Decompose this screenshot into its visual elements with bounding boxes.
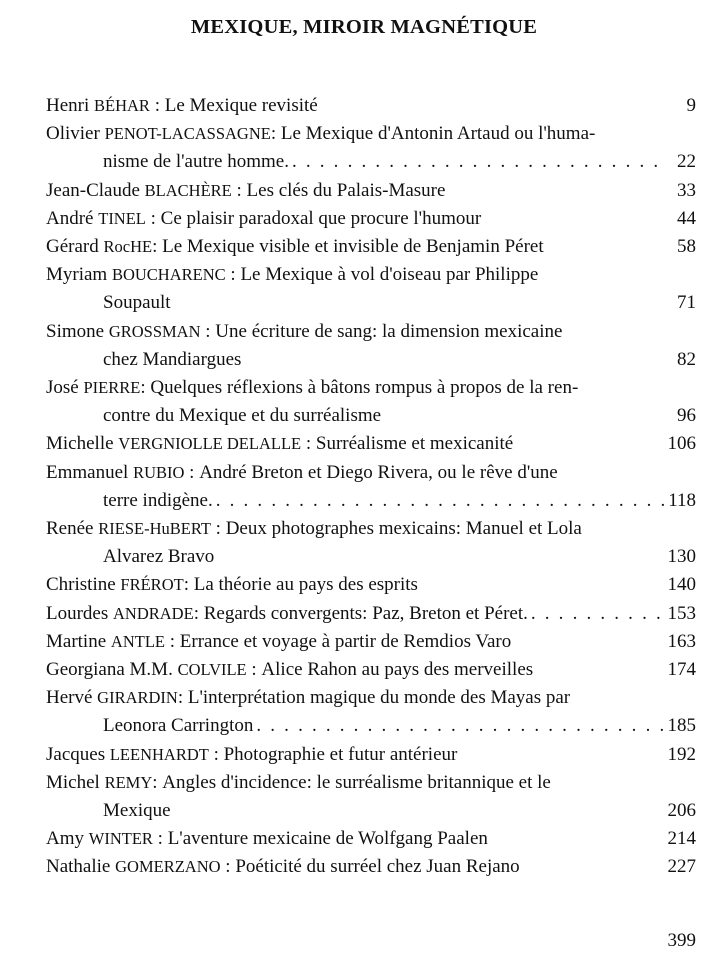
author-first-name: André bbox=[46, 207, 94, 229]
author-separator: : bbox=[140, 377, 151, 399]
toc-entry-title: L'interprétation magique du monde des Mayas par bbox=[187, 687, 571, 709]
toc-entry-continuation bbox=[46, 543, 696, 571]
toc-entry-line bbox=[46, 656, 696, 684]
toc-entry-line bbox=[46, 684, 696, 712]
toc-entry-line bbox=[46, 825, 696, 853]
toc-entry-line bbox=[46, 233, 696, 261]
toc-page-number: 58 bbox=[677, 236, 696, 258]
author-first-name: Lourdes bbox=[46, 602, 109, 624]
author-last-name: ANDRADE bbox=[113, 603, 194, 623]
toc-entry-line bbox=[46, 430, 696, 458]
toc-entry bbox=[46, 120, 696, 176]
toc-entry bbox=[46, 92, 696, 120]
toc-page-number: 163 bbox=[667, 630, 696, 652]
toc-entry-title: Alvarez Bravo bbox=[103, 546, 215, 568]
author-separator: : bbox=[210, 518, 226, 540]
author-separator: : bbox=[145, 207, 161, 229]
author-last-name: ANTLE bbox=[110, 631, 165, 651]
toc-entry bbox=[46, 233, 696, 261]
toc-page-number: 22 bbox=[677, 151, 696, 173]
toc-entry-title: terre indigène. bbox=[103, 489, 213, 511]
toc-entry-line bbox=[46, 261, 696, 289]
toc-entry-line bbox=[46, 600, 696, 628]
author-separator: : bbox=[149, 95, 165, 116]
toc-entry-line bbox=[46, 374, 696, 402]
toc-entry-continuation bbox=[46, 346, 696, 374]
toc-entry bbox=[46, 825, 696, 853]
toc-entry-title: Alice Rahon au pays des merveilles bbox=[261, 659, 534, 681]
author-last-name: WINTER bbox=[88, 829, 153, 849]
toc-entry-title: Une écriture de sang: la dimension mexicaine bbox=[215, 320, 563, 342]
toc-entry-title: Mexique bbox=[103, 800, 171, 822]
author-first-name: Olivier bbox=[46, 123, 100, 145]
toc-entry-title: Le Mexique visible et invisible de Benjamin Péret bbox=[162, 236, 544, 258]
author-last-name: GOMERZANO bbox=[115, 857, 221, 877]
author-last-name: BÉHAR bbox=[94, 96, 150, 115]
toc-entry-title: Angles d'incidence: le surréalisme britannique et le bbox=[162, 771, 551, 793]
toc-entry-title: Photographie et futur antérieur bbox=[223, 743, 458, 765]
page-title: MEXIQUE, MIROIR MAGNÉTIQUE bbox=[190, 16, 538, 38]
author-separator: : bbox=[270, 123, 281, 145]
author-first-name: Simone bbox=[46, 320, 105, 342]
toc-entry-title: Quelques réflexions à bâtons rompus à propos de la ren- bbox=[150, 377, 579, 399]
toc-entry-title: Le Mexique revisité bbox=[164, 95, 318, 116]
toc-entry-title: L'aventure mexicaine de Wolfgang Paalen bbox=[167, 828, 488, 850]
author-first-name: Christine bbox=[46, 574, 116, 596]
toc-author bbox=[46, 656, 261, 684]
author-separator: : bbox=[183, 574, 194, 596]
author-separator: : bbox=[220, 856, 236, 878]
author-separator: : bbox=[193, 602, 204, 624]
author-separator: : bbox=[184, 461, 200, 483]
toc-entry-title: Le Mexique d'Antonin Artaud ou l'huma- bbox=[280, 123, 596, 145]
toc-author bbox=[46, 92, 165, 120]
toc-page-number: 33 bbox=[677, 179, 696, 201]
toc-entry-title: La théorie au pays des esprits bbox=[193, 574, 418, 596]
page-number: 399 bbox=[667, 930, 696, 951]
toc-entry-line bbox=[46, 741, 696, 769]
author-separator: : bbox=[200, 320, 216, 342]
toc-entry bbox=[46, 600, 696, 628]
author-last-name: RocHE bbox=[103, 237, 153, 257]
toc-entry-line bbox=[46, 628, 696, 656]
author-first-name: Emmanuel bbox=[46, 461, 129, 483]
toc-entry-title: Ce plaisir paradoxal que procure l'humour bbox=[160, 207, 482, 229]
toc-entry-continuation bbox=[46, 797, 696, 825]
table-of-contents bbox=[46, 92, 696, 882]
author-last-name: REMY bbox=[104, 772, 153, 792]
toc-page-number: 9 bbox=[686, 95, 696, 116]
author-last-name: TINEL bbox=[98, 208, 146, 228]
toc-entry-line bbox=[46, 769, 696, 797]
toc-entry-title: chez Mandiargues bbox=[103, 348, 242, 370]
toc-page-number: 192 bbox=[667, 743, 696, 765]
toc-author bbox=[46, 233, 162, 261]
author-first-name: Jean-Claude bbox=[46, 179, 140, 201]
toc-author bbox=[46, 769, 162, 797]
author-first-name: Renée bbox=[46, 518, 94, 540]
toc-entry-title: Deux photographes mexicains: Manuel et Lola bbox=[225, 518, 582, 540]
toc-author bbox=[46, 430, 316, 458]
toc-page-number: 153 bbox=[667, 602, 696, 624]
toc-entry-title: contre du Mexique et du surréalisme bbox=[103, 405, 382, 427]
toc-entry-line bbox=[46, 120, 696, 148]
toc-entry-line bbox=[46, 459, 696, 487]
toc-page-number: 71 bbox=[677, 292, 696, 314]
author-first-name: Amy bbox=[46, 828, 84, 850]
author-separator: : bbox=[152, 771, 163, 793]
dot-leader bbox=[256, 712, 664, 740]
toc-page-number: 174 bbox=[667, 659, 696, 681]
author-separator: : bbox=[225, 264, 241, 286]
toc-entry-title: Regards convergents: Paz, Breton et Péret. bbox=[203, 602, 528, 624]
toc-entry-line bbox=[46, 318, 696, 346]
dot-leader bbox=[531, 600, 665, 628]
dot-leader bbox=[216, 487, 665, 515]
toc-page-number: 185 bbox=[667, 715, 696, 737]
author-separator: : bbox=[208, 743, 224, 765]
author-first-name: José bbox=[46, 377, 79, 399]
author-last-name: FRÉROT bbox=[120, 575, 184, 595]
toc-entry-title: Leonora Carrington bbox=[103, 715, 254, 737]
toc-author bbox=[46, 318, 215, 346]
author-separator: : bbox=[246, 659, 262, 681]
toc-page-number: 44 bbox=[677, 207, 696, 229]
toc-entry-title: Le Mexique à vol d'oiseau par Philippe bbox=[240, 264, 539, 286]
toc-entry bbox=[46, 205, 696, 233]
author-separator: : bbox=[177, 687, 188, 709]
toc-author bbox=[46, 459, 199, 487]
toc-entry-line bbox=[46, 571, 696, 599]
toc-entry-title: nisme de l'autre homme. bbox=[103, 151, 289, 173]
toc-author bbox=[46, 120, 281, 148]
author-separator: : bbox=[301, 433, 316, 455]
toc-entry bbox=[46, 571, 696, 599]
toc-author bbox=[46, 853, 235, 881]
toc-entry-line bbox=[46, 515, 696, 543]
toc-entry bbox=[46, 318, 696, 374]
toc-entry-title: André Breton et Diego Rivera, ou le rêve d'une bbox=[199, 461, 558, 483]
author-first-name: Martine bbox=[46, 630, 107, 652]
toc-entry bbox=[46, 628, 696, 656]
toc-author bbox=[46, 205, 161, 233]
toc-entry-line bbox=[46, 853, 696, 881]
toc-entry bbox=[46, 430, 696, 458]
toc-entry bbox=[46, 515, 696, 571]
toc-author bbox=[46, 825, 168, 853]
toc-entry bbox=[46, 656, 696, 684]
toc-entry-line bbox=[46, 92, 696, 120]
author-first-name: Michelle bbox=[46, 433, 114, 455]
toc-entry-continuation bbox=[46, 712, 696, 740]
toc-page-number: 206 bbox=[667, 800, 696, 822]
toc-entry-continuation bbox=[46, 487, 696, 515]
toc-author bbox=[46, 571, 194, 599]
toc-author bbox=[46, 600, 204, 628]
toc-entry-continuation bbox=[46, 402, 696, 430]
toc-entry bbox=[46, 684, 696, 740]
toc-entry-title: Poéticité du surréel chez Juan Rejano bbox=[235, 856, 520, 878]
author-separator: : bbox=[152, 828, 168, 850]
toc-author bbox=[46, 374, 150, 402]
toc-author bbox=[46, 684, 188, 712]
author-first-name: Jacques bbox=[46, 743, 106, 765]
toc-entry bbox=[46, 769, 696, 825]
toc-entry bbox=[46, 374, 696, 430]
toc-entry-title: Surréalisme et mexicanité bbox=[315, 433, 514, 455]
toc-entry-continuation bbox=[46, 148, 696, 176]
author-first-name: Henri bbox=[46, 95, 90, 116]
toc-entry-line bbox=[46, 205, 696, 233]
author-first-name: Nathalie bbox=[46, 856, 111, 878]
toc-page-number: 96 bbox=[677, 405, 696, 427]
toc-entry bbox=[46, 261, 696, 317]
toc-page-number: 214 bbox=[667, 828, 696, 850]
dot-leader bbox=[292, 148, 665, 176]
author-separator: : bbox=[152, 236, 163, 258]
author-first-name: Michel bbox=[46, 771, 100, 793]
toc-page-number: 227 bbox=[667, 856, 696, 878]
toc-entry bbox=[46, 177, 696, 205]
toc-author bbox=[46, 177, 247, 205]
author-last-name: PENOT-LACASSAGNE bbox=[104, 124, 271, 144]
author-last-name: RIESE-HuBERT bbox=[98, 519, 211, 539]
author-last-name: COLVILE bbox=[177, 660, 247, 680]
toc-author bbox=[46, 261, 240, 289]
author-last-name: LEENHARDT bbox=[109, 744, 209, 764]
toc-entry bbox=[46, 741, 696, 769]
author-first-name: Hervé bbox=[46, 687, 93, 709]
author-last-name: GROSSMAN bbox=[108, 321, 201, 341]
author-last-name: BLACHÈRE bbox=[144, 180, 232, 200]
author-first-name: Georgiana M.M. bbox=[46, 659, 173, 681]
toc-entry-continuation bbox=[46, 289, 696, 317]
toc-page-number: 140 bbox=[667, 574, 696, 596]
author-last-name: GIRARDIN bbox=[97, 688, 178, 708]
author-last-name: RUBIO bbox=[133, 462, 185, 482]
toc-page-number: 118 bbox=[668, 489, 696, 511]
author-separator: : bbox=[164, 630, 180, 652]
toc-page-number: 106 bbox=[667, 433, 696, 455]
author-last-name: BOUCHARENC bbox=[111, 265, 226, 285]
toc-entry-title: Les clés du Palais-Masure bbox=[246, 179, 446, 201]
author-last-name: VERGNIOLLE DELALLE bbox=[118, 434, 302, 454]
toc-entry bbox=[46, 853, 696, 881]
toc-page-number: 130 bbox=[667, 546, 696, 568]
toc-author bbox=[46, 628, 180, 656]
toc-entry-line bbox=[46, 177, 696, 205]
toc-author bbox=[46, 515, 226, 543]
author-first-name: Gérard bbox=[46, 236, 99, 258]
author-separator: : bbox=[231, 179, 247, 201]
author-first-name: Myriam bbox=[46, 264, 108, 286]
toc-entry-title: Soupault bbox=[103, 292, 171, 314]
toc-entry bbox=[46, 459, 696, 515]
toc-page-number: 82 bbox=[677, 348, 696, 370]
author-last-name: PIERRE bbox=[83, 378, 141, 398]
toc-author bbox=[46, 741, 224, 769]
toc-entry-title: Errance et voyage à partir de Remdios Varo bbox=[179, 630, 512, 652]
